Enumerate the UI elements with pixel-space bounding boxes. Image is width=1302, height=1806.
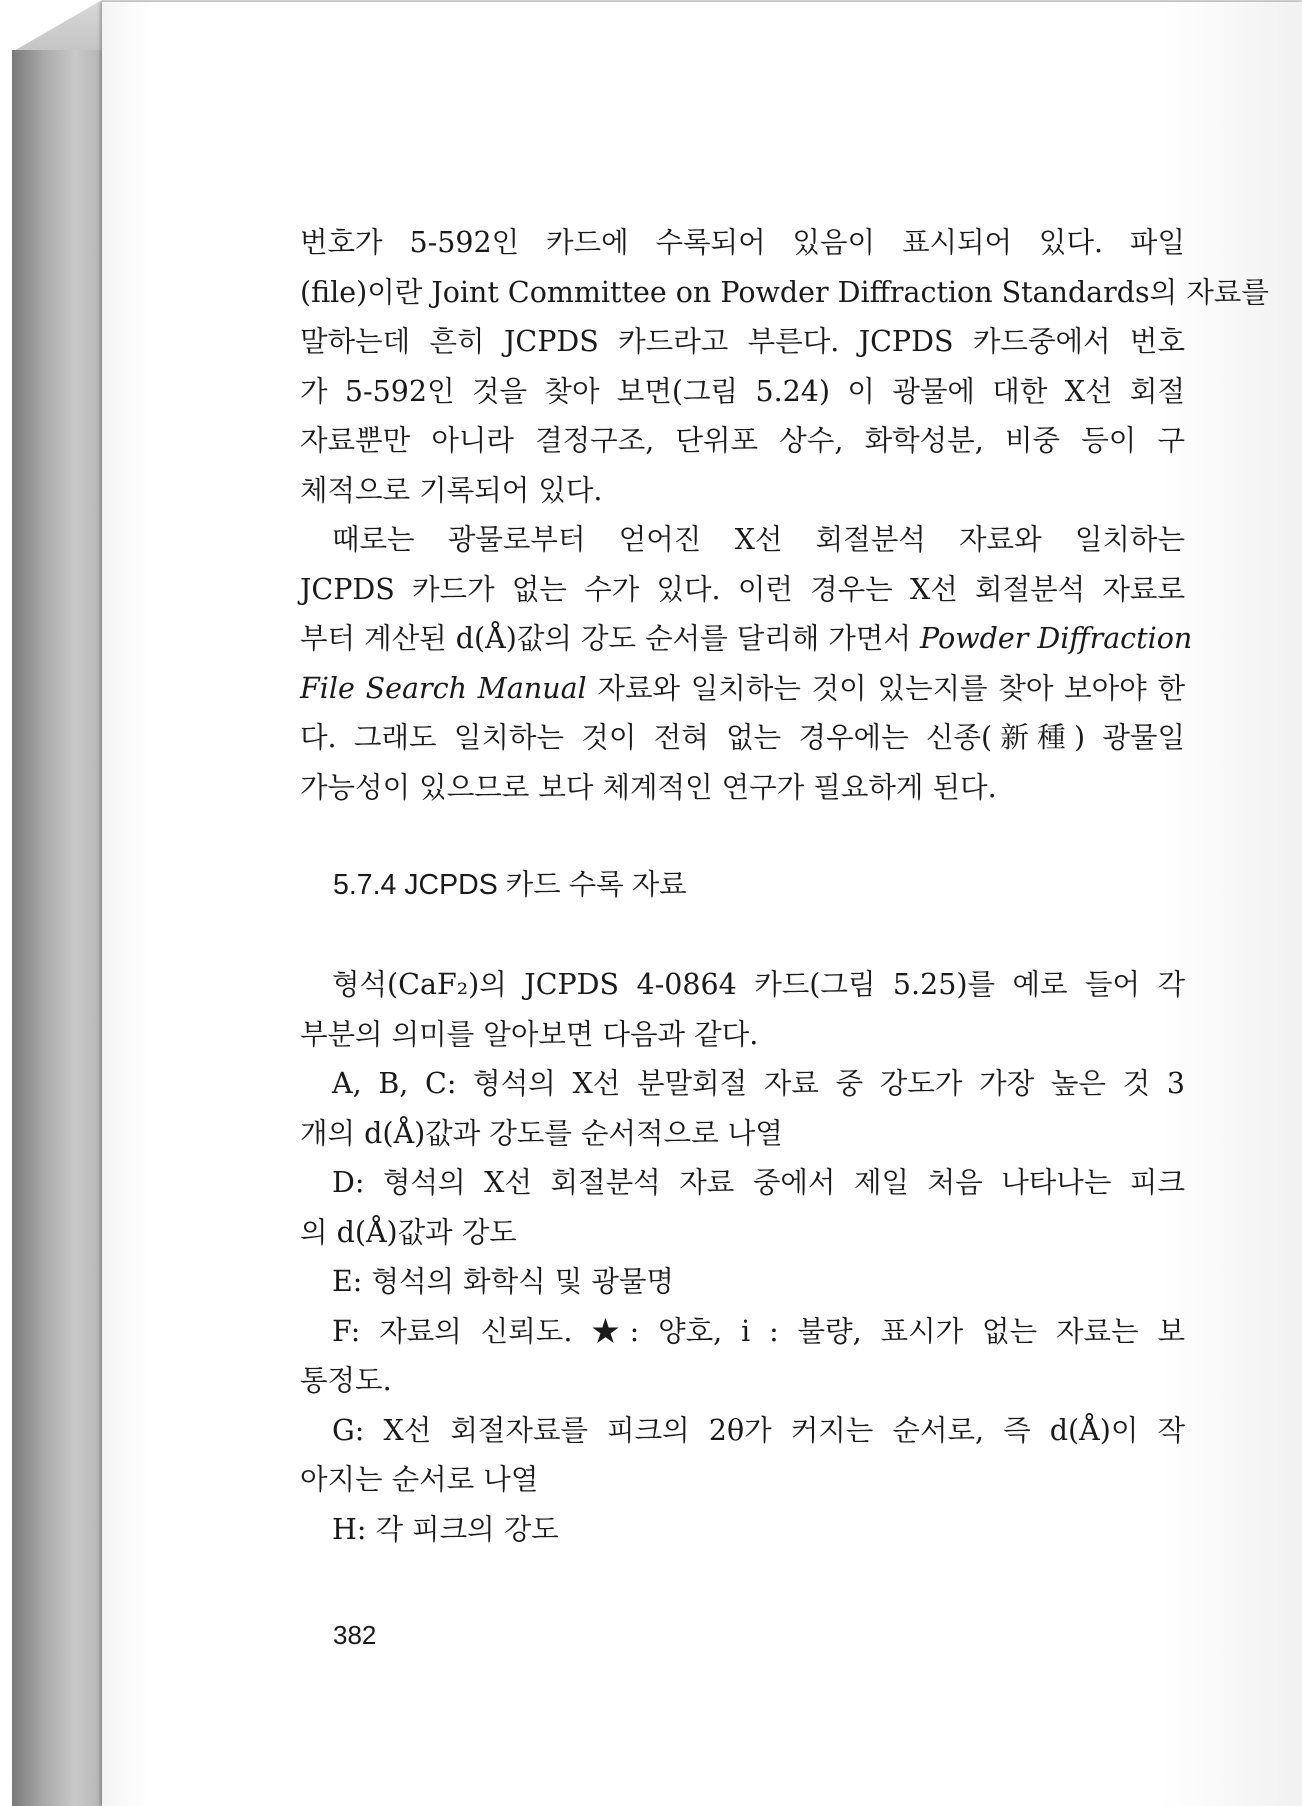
book-spine-edge [12,50,102,1806]
paragraph-line: 번호가 5-592인 카드에 수록되어 있음이 표시되어 있다. 파일 [300,226,1185,259]
paragraph-line: 말하는데 흔히 JCPDS 카드라고 부른다. JCPDS 카드중에서 번호 [300,325,1185,358]
item-abc-line: 개의 d(Å)값과 강도를 순서적으로 나열 [300,1116,783,1150]
item-f-line: 통정도. [300,1364,392,1397]
paragraph-line: 부분의 의미를 알아보면 다음과 같다. [300,1017,759,1051]
item-d-line: 의 d(Å)값과 강도 [300,1215,517,1249]
paragraph-line: 가능성이 있으므로 보다 체계적인 연구가 필요하게 된다. [300,770,997,804]
paragraph-3 [300,960,1185,1554]
section-heading: 5.7.4 JCPDS 카드 수록 자료 [333,869,687,901]
paragraph-line: 형석(CaF₂)의 JCPDS 4-0864 카드(그림 5.25)를 예로 들어 각 [332,968,1185,1001]
item-f-line: F: 자료의 신뢰도. ★: 양호, i : 불량, 표시가 없는 자료는 보 [332,1314,1185,1348]
paragraph-line: (file)이란 Joint Committee on Powder Diffraction Standards의 자료를 [300,275,1269,309]
book-title-italic: Powder Diffraction [920,622,1193,655]
paragraph-line: 자료뿐만 아니라 결정구조, 단위포 상수, 화학성분, 비중 등이 구 [300,424,1185,457]
paragraph-line: 체적으로 기록되어 있다. [300,473,603,507]
line-text: 부터 계산된 d(Å)값의 강도 순서를 달리해 가면서 [300,622,921,655]
item-d-line: D: 형석의 X선 회절분석 자료 중에서 제일 처음 나타나는 피크 [332,1166,1185,1199]
item-h-line: H: 각 피크의 강도 [332,1512,559,1546]
item-g-line: G: X선 회절자료를 피크의 2θ가 커지는 순서로, 즉 d(Å)이 작 [332,1413,1185,1447]
paragraph-line: 다. 그래도 일치하는 것이 전혀 없는 경우에는 신종(新種) 광물일 [300,721,1185,754]
line-text: 자료와 일치하는 것이 있는지를 찾아 보아야 한 [586,671,1185,705]
item-abc-line: A, B, C: 형석의 X선 분말회절 자료 중 강도가 가장 높은 것 3 [332,1067,1185,1100]
paragraph-2 [300,515,1193,812]
paragraph-line [300,664,1185,714]
page-number: 382 [333,1620,377,1650]
item-g-line: 아지는 순서로 나열 [300,1463,539,1496]
paragraph-line: 가 5-592인 것을 찾아 보면(그림 5.24) 이 광물에 대한 X선 회절 [300,374,1185,408]
paragraph-line [300,614,1193,664]
paragraph-line: JCPDS 카드가 없는 수가 있다. 이런 경우는 X선 회절분석 자료로 [300,572,1185,606]
book-title-italic: File Search Manual [300,671,587,705]
paragraph-line: 때로는 광물로부터 얻어진 X선 회절분석 자료와 일치하는 [332,523,1185,556]
item-e-line: E: 형석의 화학식 및 광물명 [332,1265,674,1298]
paragraph-1 [300,218,1269,515]
